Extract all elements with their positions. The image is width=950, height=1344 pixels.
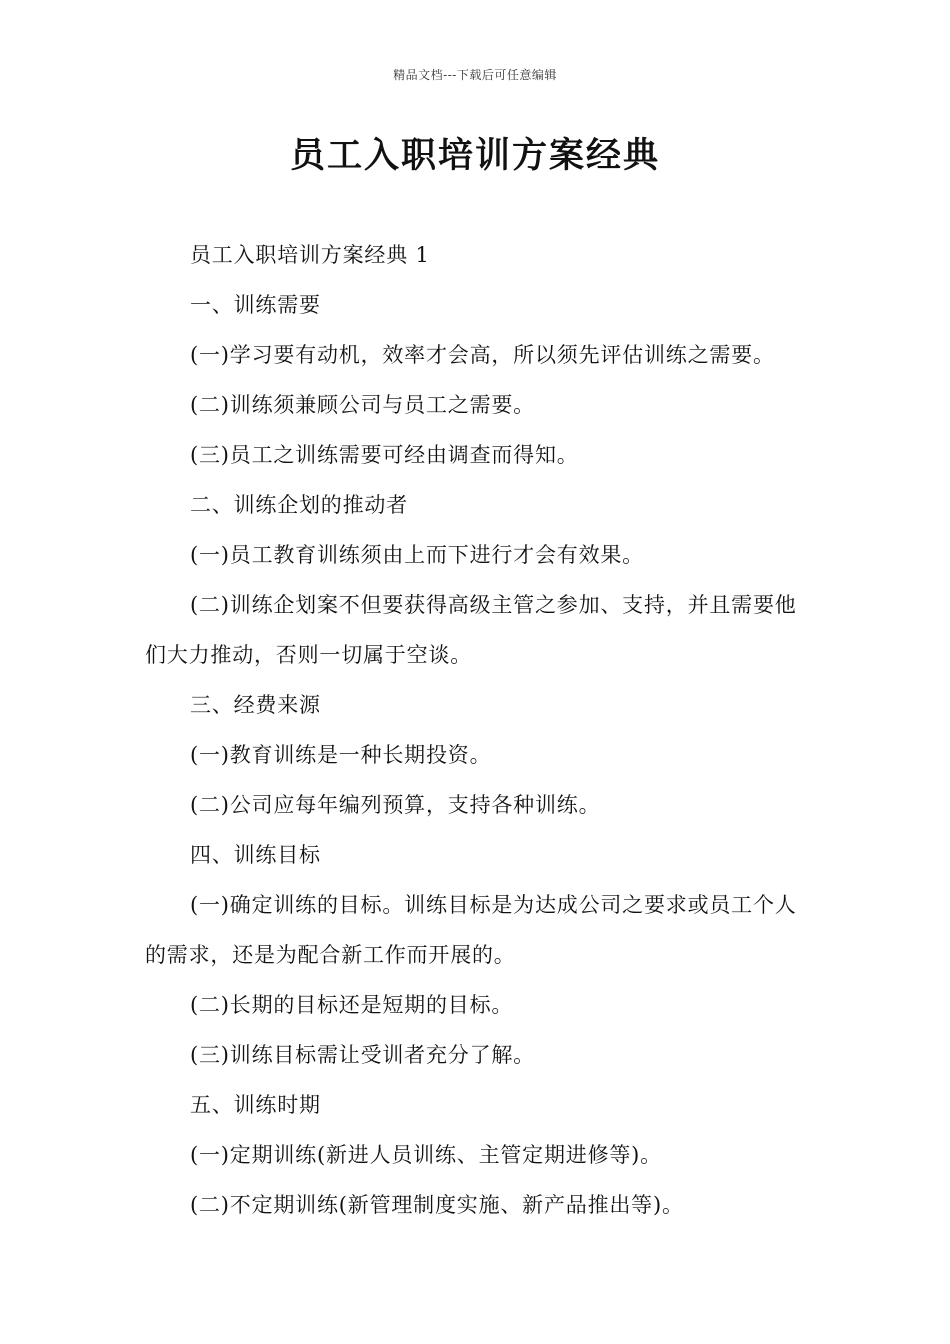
paragraph: (一)员工教育训练须由上而下进行才会有效果。: [190, 543, 644, 567]
section-heading: 二、训练企划的推动者: [190, 493, 408, 517]
paragraph: (二)公司应每年编列预算，支持各种训练。: [190, 793, 601, 817]
paragraph: (二)不定期训练(新管理制度实施、新产品推出等)。: [190, 1193, 684, 1217]
paragraph: (一)确定训练的目标。训练目标是为达成公司之要求或员工个人的需求，还是为配合新工作而开展的。: [145, 893, 797, 967]
section-heading: 三、经费来源: [190, 693, 321, 717]
paragraph: (一)学习要有动机，效率才会高，所以须先评估训练之需要。: [190, 343, 775, 367]
paragraph: (三)员工之训练需要可经由调查而得知。: [190, 443, 579, 467]
section-heading: 五、训练时期: [190, 1093, 321, 1117]
header-note: 精品文档---下载后可任意编辑: [393, 68, 557, 82]
paragraph: (二)训练企划案不但要获得高级主管之参加、支持，并且需要他们大力推动，否则一切属于空谈。: [145, 593, 797, 667]
section-heading: 四、训练目标: [190, 843, 321, 867]
paragraph: (二)训练须兼顾公司与员工之需要。: [190, 393, 535, 417]
section-heading: 一、训练需要: [190, 293, 321, 317]
document-title: 员工入职培训方案经典: [289, 135, 660, 176]
paragraph: (一)教育训练是一种长期投资。: [190, 743, 492, 767]
document-body: [145, 230, 807, 1230]
paragraph: (三)训练目标需让受训者充分了解。: [190, 1043, 535, 1067]
paragraph: (一)定期训练(新进人员训练、主管定期进修等)。: [190, 1143, 662, 1167]
paragraph: 员工入职培训方案经典 1: [190, 243, 430, 267]
paragraph: (二)长期的目标还是短期的目标。: [190, 993, 514, 1017]
